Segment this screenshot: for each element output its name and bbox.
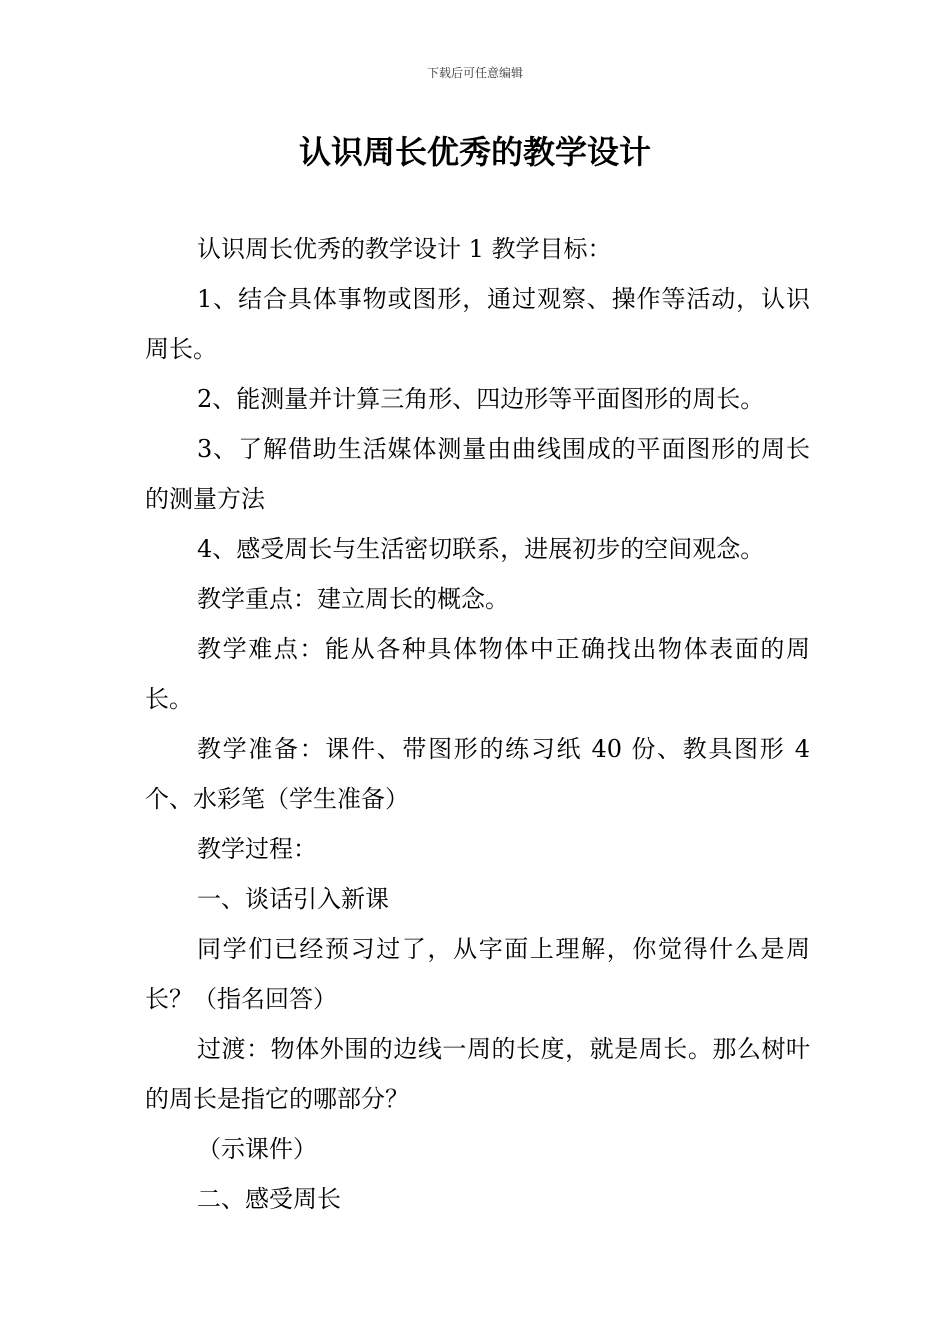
header-note: 下载后可任意编辑 bbox=[426, 66, 523, 80]
document-title: 认识周长优秀的教学设计 bbox=[298, 133, 651, 171]
paragraph-question: 同学们已经预习过了，从字面上理解，你觉得什么是周长？（指名回答） bbox=[145, 935, 810, 1013]
paragraph-goal-2: 2、能测量并计算三角形、四边形等平面图形的周长。 bbox=[197, 385, 765, 413]
paragraph-goal-4: 4、感受周长与生活密切联系，进展初步的空间观念。 bbox=[197, 535, 765, 563]
paragraph-key-point: 教学重点：建立周长的概念。 bbox=[197, 585, 509, 613]
paragraph-goal-1: 1、结合具体事物或图形，通过观察、操作等活动，认识周长。 bbox=[145, 285, 810, 363]
document-body bbox=[145, 224, 810, 1224]
paragraph-process-heading: 教学过程： bbox=[197, 835, 317, 863]
paragraph-transition: 过渡：物体外围的边线一周的长度，就是周长。那么树叶的周长是指它的哪部分？ bbox=[145, 1035, 810, 1113]
paragraph-section-2: 二、感受周长 bbox=[197, 1185, 341, 1213]
paragraph-show-courseware: （示课件） bbox=[197, 1135, 317, 1163]
paragraph-section-1: 一、谈话引入新课 bbox=[197, 885, 389, 913]
paragraph-difficulty: 教学难点：能从各种具体物体中正确找出物体表面的周长。 bbox=[145, 635, 810, 713]
paragraph-goal-3: 3、了解借助生活媒体测量由曲线围成的平面图形的周长的测量方法 bbox=[145, 435, 810, 513]
paragraph-intro: 认识周长优秀的教学设计 1 教学目标： bbox=[197, 235, 612, 263]
paragraph-preparation: 教学准备：课件、带图形的练习纸 40 份、教具图形 4 个、水彩笔（学生准备） bbox=[145, 735, 810, 813]
